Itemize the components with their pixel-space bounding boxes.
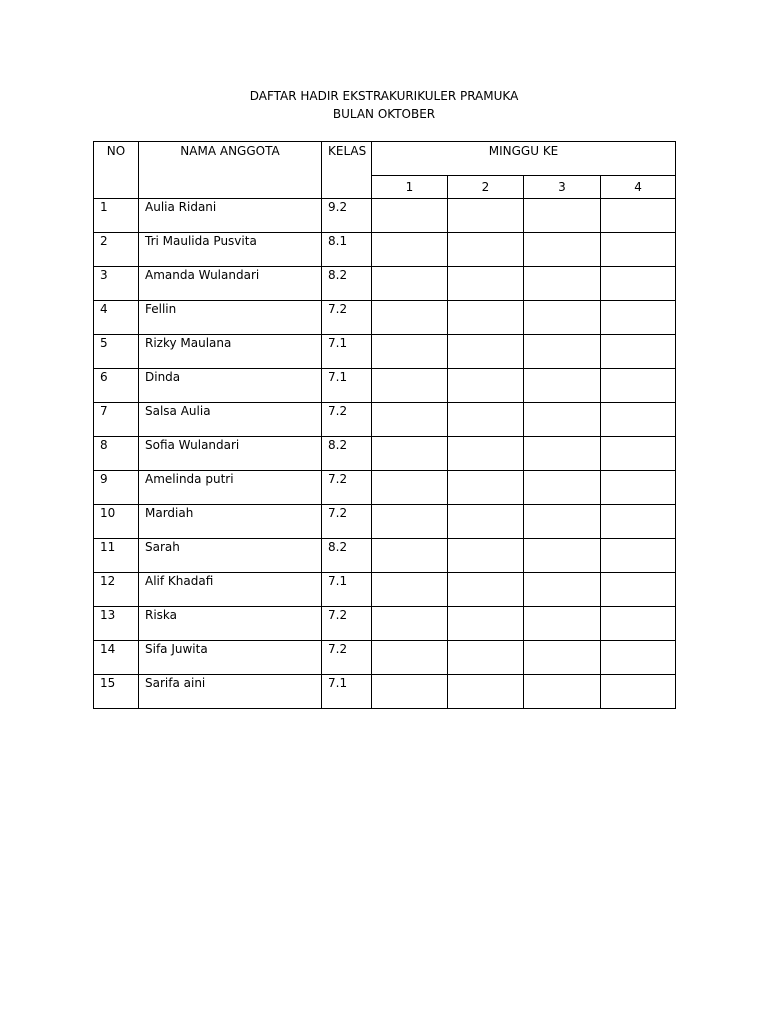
document-subtitle: BULAN OKTOBER — [332, 107, 436, 121]
member-class: 7.2 — [322, 301, 372, 335]
document-title: DAFTAR HADIR EKSTRAKURIKULER PRAMUKA — [249, 89, 519, 103]
member-class: 7.1 — [322, 675, 372, 709]
attendance-cell-week-2 — [448, 675, 524, 709]
attendance-cell-week-3 — [524, 641, 601, 675]
attendance-cell-week-4 — [601, 641, 676, 675]
member-name: Amelinda putri — [139, 471, 322, 505]
attendance-cell-week-4 — [601, 675, 676, 709]
header-minggu-ke: MINGGU KE — [372, 142, 676, 176]
table-row — [94, 335, 676, 369]
table-row — [94, 301, 676, 335]
attendance-cell-week-2 — [448, 539, 524, 573]
attendance-cell-week-2 — [448, 199, 524, 233]
table-row — [94, 539, 676, 573]
row-number: 13 — [94, 607, 139, 641]
attendance-cell-week-4 — [601, 199, 676, 233]
table-row — [94, 675, 676, 709]
table-row — [94, 505, 676, 539]
header-week-1: 1 — [372, 176, 448, 199]
attendance-cell-week-1 — [372, 267, 448, 301]
attendance-cell-week-4 — [601, 471, 676, 505]
attendance-cell-week-3 — [524, 573, 601, 607]
row-number: 4 — [94, 301, 139, 335]
attendance-cell-week-3 — [524, 335, 601, 369]
attendance-cell-week-4 — [601, 437, 676, 471]
attendance-cell-week-1 — [372, 641, 448, 675]
member-name: Sarifa aini — [139, 675, 322, 709]
attendance-cell-week-3 — [524, 369, 601, 403]
row-number: 10 — [94, 505, 139, 539]
attendance-cell-week-1 — [372, 437, 448, 471]
attendance-cell-week-1 — [372, 505, 448, 539]
attendance-cell-week-2 — [448, 437, 524, 471]
attendance-cell-week-1 — [372, 335, 448, 369]
attendance-cell-week-3 — [524, 607, 601, 641]
table-row — [94, 199, 676, 233]
attendance-cell-week-3 — [524, 403, 601, 437]
member-name: Tri Maulida Pusvita — [139, 233, 322, 267]
member-class: 7.2 — [322, 505, 372, 539]
attendance-cell-week-1 — [372, 573, 448, 607]
member-class: 8.2 — [322, 267, 372, 301]
member-class: 7.2 — [322, 471, 372, 505]
row-number: 2 — [94, 233, 139, 267]
attendance-cell-week-3 — [524, 675, 601, 709]
member-class: 7.2 — [322, 607, 372, 641]
header-week-4: 4 — [601, 176, 676, 199]
attendance-cell-week-2 — [448, 573, 524, 607]
table-row — [94, 641, 676, 675]
member-name: Sifa Juwita — [139, 641, 322, 675]
row-number: 14 — [94, 641, 139, 675]
attendance-table-body — [94, 199, 676, 709]
member-class: 9.2 — [322, 199, 372, 233]
attendance-cell-week-4 — [601, 267, 676, 301]
attendance-cell-week-2 — [448, 471, 524, 505]
row-number: 7 — [94, 403, 139, 437]
attendance-cell-week-4 — [601, 539, 676, 573]
member-name: Dinda — [139, 369, 322, 403]
table-row — [94, 471, 676, 505]
attendance-cell-week-1 — [372, 403, 448, 437]
table-row — [94, 403, 676, 437]
table-row — [94, 233, 676, 267]
row-number: 9 — [94, 471, 139, 505]
row-number: 8 — [94, 437, 139, 471]
row-number: 6 — [94, 369, 139, 403]
attendance-cell-week-4 — [601, 301, 676, 335]
attendance-cell-week-3 — [524, 505, 601, 539]
member-name: Alif Khadafi — [139, 573, 322, 607]
attendance-cell-week-4 — [601, 335, 676, 369]
attendance-table — [93, 141, 676, 709]
row-number: 5 — [94, 335, 139, 369]
attendance-cell-week-3 — [524, 301, 601, 335]
row-number: 3 — [94, 267, 139, 301]
attendance-cell-week-1 — [372, 607, 448, 641]
attendance-cell-week-2 — [448, 369, 524, 403]
member-class: 8.2 — [322, 437, 372, 471]
member-class: 7.2 — [322, 641, 372, 675]
row-number: 1 — [94, 199, 139, 233]
member-name: Sofia Wulandari — [139, 437, 322, 471]
header-nama-anggota: NAMA ANGGOTA — [139, 142, 322, 199]
attendance-cell-week-2 — [448, 301, 524, 335]
table-row — [94, 267, 676, 301]
row-number: 15 — [94, 675, 139, 709]
table-row — [94, 369, 676, 403]
attendance-cell-week-3 — [524, 267, 601, 301]
attendance-cell-week-4 — [601, 607, 676, 641]
attendance-cell-week-3 — [524, 199, 601, 233]
member-name: Salsa Aulia — [139, 403, 322, 437]
attendance-cell-week-4 — [601, 369, 676, 403]
row-number: 12 — [94, 573, 139, 607]
attendance-cell-week-1 — [372, 301, 448, 335]
attendance-cell-week-3 — [524, 539, 601, 573]
attendance-cell-week-3 — [524, 233, 601, 267]
attendance-cell-week-2 — [448, 607, 524, 641]
table-row — [94, 437, 676, 471]
table-row — [94, 607, 676, 641]
attendance-cell-week-2 — [448, 403, 524, 437]
attendance-cell-week-3 — [524, 437, 601, 471]
attendance-cell-week-4 — [601, 403, 676, 437]
attendance-cell-week-2 — [448, 335, 524, 369]
row-number: 11 — [94, 539, 139, 573]
member-class: 7.1 — [322, 369, 372, 403]
attendance-cell-week-2 — [448, 233, 524, 267]
member-name: Sarah — [139, 539, 322, 573]
member-class: 7.2 — [322, 403, 372, 437]
table-row — [94, 573, 676, 607]
attendance-cell-week-3 — [524, 471, 601, 505]
member-name: Aulia Ridani — [139, 199, 322, 233]
attendance-cell-week-1 — [372, 675, 448, 709]
attendance-cell-week-1 — [372, 471, 448, 505]
member-name: Riska — [139, 607, 322, 641]
member-class: 8.2 — [322, 539, 372, 573]
attendance-cell-week-2 — [448, 641, 524, 675]
member-class: 8.1 — [322, 233, 372, 267]
header-no: NO — [94, 142, 139, 199]
header-week-3: 3 — [524, 176, 601, 199]
attendance-cell-week-1 — [372, 199, 448, 233]
attendance-cell-week-4 — [601, 505, 676, 539]
attendance-cell-week-1 — [372, 233, 448, 267]
attendance-cell-week-1 — [372, 369, 448, 403]
member-name: Mardiah — [139, 505, 322, 539]
attendance-cell-week-1 — [372, 539, 448, 573]
attendance-cell-week-4 — [601, 233, 676, 267]
header-kelas: KELAS — [322, 142, 372, 199]
member-name: Amanda Wulandari — [139, 267, 322, 301]
member-name: Fellin — [139, 301, 322, 335]
attendance-cell-week-2 — [448, 267, 524, 301]
member-class: 7.1 — [322, 335, 372, 369]
header-week-2: 2 — [448, 176, 524, 199]
attendance-cell-week-2 — [448, 505, 524, 539]
member-name: Rizky Maulana — [139, 335, 322, 369]
attendance-cell-week-4 — [601, 573, 676, 607]
member-class: 7.1 — [322, 573, 372, 607]
